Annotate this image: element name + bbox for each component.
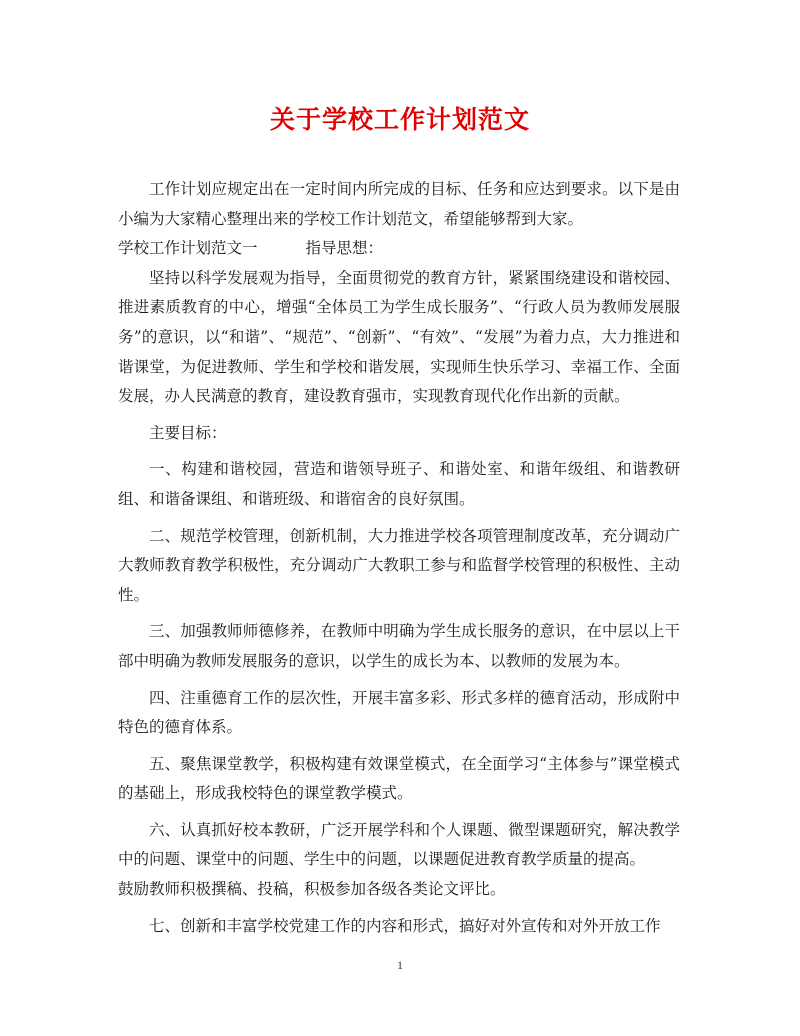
goal-item-2: 二、规范学校管理，创新机制，大力推进学校各项管理制度改革，充分调动广大教师教育教学积极性，充分调动广大教职工参与和监督学校管理的积极性、主动性。 bbox=[118, 526, 680, 604]
document-body bbox=[118, 175, 680, 941]
page-number: 1 bbox=[397, 958, 403, 972]
section-line bbox=[118, 234, 680, 264]
document-title: 关于学校工作计划范文 bbox=[269, 105, 530, 134]
section-label: 学校工作计划范文一 bbox=[118, 239, 258, 258]
goal-item-7: 七、创新和丰富学校党建工作的内容和形式，搞好对外宣传和对外开放工作 bbox=[149, 916, 661, 935]
goal-item-1: 一、构建和谐校园，营造和谐领导班子、和谐处室、和谐年级组、和谐教研组、和谐备课组、和谐班级、和谐宿舍的良好氛围。 bbox=[118, 460, 680, 508]
goal-item-3: 三、加强教师师德修养，在教师中明确为学生成长服务的意识，在中层以上干部中明确为教师发展服务的意识，以学生的成长为本、以教师的发展为本。 bbox=[118, 622, 680, 670]
section-heading: 指导思想： bbox=[305, 239, 384, 258]
goal-item-6-continued: 鼓励教师积极撰稿、投稿，积极参加各级各类论文评比。 bbox=[118, 880, 506, 899]
goal-item-4: 四、注重德育工作的层次性，开展丰富多彩、形式多样的德育活动，形成附中特色的德育体系。 bbox=[118, 688, 680, 737]
intro-paragraph: 工作计划应规定出在一定时间内所完成的目标、任务和应达到要求。以下是由小编为大家精心整理出来的学校工作计划范文，希望能够帮到大家。 bbox=[118, 180, 680, 228]
goal-item-5: 五、聚焦课堂教学，积极构建有效课堂模式，在全面学习“主体参与”课堂模式的基础上，形成我校特色的课堂教学模式。 bbox=[118, 754, 680, 803]
guiding-paragraph: 坚持以科学发展观为指导，全面贯彻党的教育方针，紧紧围绕建设和谐校园、推进素质教育的中心，增强“全体员工为学生成长服务”、“行政人员为教师发展服务”的意识，以“和谐”、“规范”、“创新”、“有效”、“发展”为着力点，大力推进和谐课堂，为促进教师、学生和学校和谐发展，实现师生快乐学习、幸福工作、全面发展，办人民满意的教育，建设教育强市，实现教育现代化作出新的贡献。 bbox=[118, 268, 680, 406]
goal-item-6: 六、认真抓好校本教研，广泛开展学科和个人课题、微型课题研究，解决教学中的问题、课堂中的问题、学生中的问题，以课题促进教育教学质量的提高。 bbox=[118, 820, 680, 869]
goals-heading: 主要目标： bbox=[149, 423, 227, 442]
